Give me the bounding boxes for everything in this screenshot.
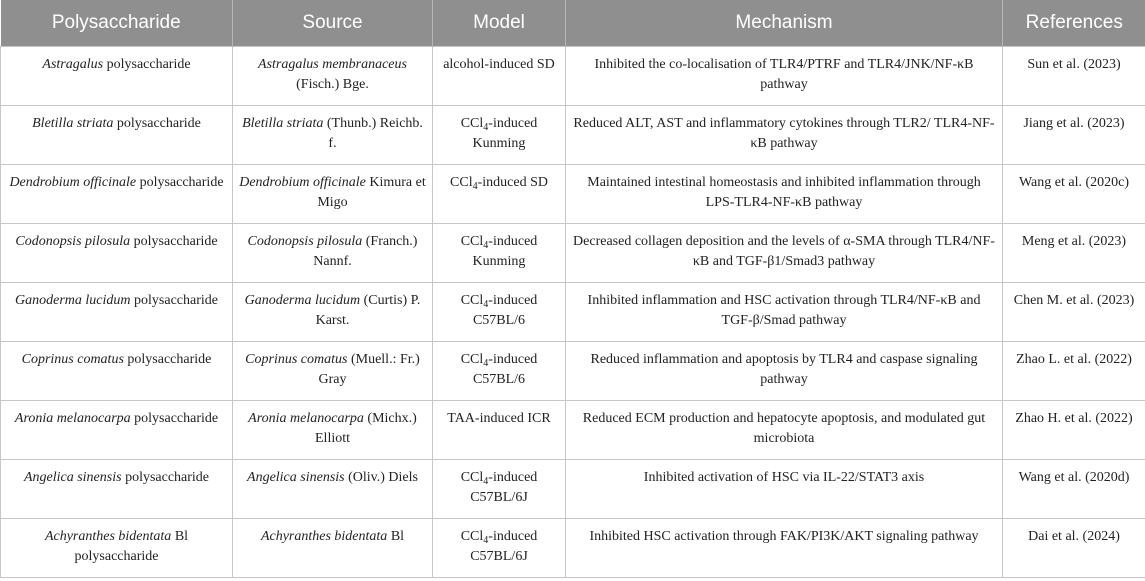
mechanism-text: Decreased collagen deposition and the levels of α-SMA through TLR4/NF-κB and TGF-β1/Smad3 pathway bbox=[573, 234, 995, 269]
model-subscript: 4 bbox=[483, 358, 489, 369]
polysaccharide-genus: Coprinus comatus bbox=[21, 352, 124, 367]
header-mechanism: Mechanism bbox=[566, 0, 1003, 47]
source-species: Astragalus membranaceus bbox=[258, 57, 407, 72]
model-subscript: 4 bbox=[472, 181, 478, 192]
cell-source bbox=[233, 224, 433, 283]
reference-text: Zhao L. et al. (2022) bbox=[1016, 352, 1132, 367]
polysaccharide-suffix: Bl polysaccharide bbox=[74, 529, 189, 564]
mechanism-text: Maintained intestinal homeostasis and inhibited inflammation through LPS-TLR4-NF-κB pathway bbox=[587, 175, 981, 210]
table-row bbox=[1, 165, 1145, 224]
cell-mechanism bbox=[566, 283, 1003, 342]
polysaccharide-suffix: polysaccharide bbox=[121, 470, 210, 485]
model-text-suffix: -induced C57BL/6 bbox=[472, 352, 538, 387]
polysaccharide-genus: Astragalus bbox=[42, 57, 104, 72]
cell-polysaccharide bbox=[1, 165, 233, 224]
cell-polysaccharide bbox=[1, 224, 233, 283]
cell-mechanism bbox=[566, 224, 1003, 283]
source-authority: Bl bbox=[387, 529, 405, 544]
polysaccharide-suffix: polysaccharide bbox=[103, 57, 191, 72]
cell-reference bbox=[1003, 283, 1145, 342]
reference-text: Chen M. et al. (2023) bbox=[1013, 293, 1135, 308]
polysaccharide-suffix: polysaccharide bbox=[123, 352, 212, 367]
cell-model bbox=[433, 106, 566, 165]
cell-polysaccharide bbox=[1, 460, 233, 519]
cell-reference bbox=[1003, 224, 1145, 283]
source-species: Bletilla striata bbox=[242, 116, 324, 131]
cell-reference bbox=[1003, 165, 1145, 224]
model-text: CCl bbox=[460, 234, 484, 249]
model-subscript: 4 bbox=[483, 122, 489, 133]
source-authority: (Muell.: Fr.) Gray bbox=[318, 352, 420, 387]
reference-text: Dai et al. (2024) bbox=[1028, 529, 1120, 544]
table-row bbox=[1, 224, 1145, 283]
reference-text: Sun et al. (2023) bbox=[1027, 57, 1121, 72]
model-subscript: 4 bbox=[483, 240, 489, 251]
model-subscript: 4 bbox=[483, 299, 489, 310]
polysaccharide-genus: Dendrobium officinale bbox=[9, 175, 137, 190]
model-text: CCl bbox=[460, 116, 484, 131]
source-authority: (Oliv.) Diels bbox=[344, 470, 418, 485]
cell-polysaccharide bbox=[1, 519, 233, 578]
source-authority: Kimura et Migo bbox=[317, 175, 426, 210]
mechanism-text: Inhibited inflammation and HSC activation through TLR4/NF-κB and TGF-β/Smad pathway bbox=[587, 293, 981, 328]
cell-reference bbox=[1003, 47, 1145, 106]
mechanism-text: Inhibited activation of HSC via IL-22/STAT3 axis bbox=[643, 470, 925, 485]
cell-mechanism bbox=[566, 401, 1003, 460]
cell-reference bbox=[1003, 401, 1145, 460]
cell-polysaccharide bbox=[1, 401, 233, 460]
polysaccharide-suffix: polysaccharide bbox=[113, 116, 201, 131]
source-species: Aronia melanocarpa bbox=[248, 411, 364, 426]
cell-polysaccharide bbox=[1, 47, 233, 106]
polysaccharide-genus: Ganoderma lucidum bbox=[15, 293, 131, 308]
model-text-suffix: -induced Kunming bbox=[472, 116, 538, 151]
cell-model bbox=[433, 283, 566, 342]
table-row bbox=[1, 106, 1145, 165]
mechanism-text: Inhibited HSC activation through FAK/PI3K/AKT signaling pathway bbox=[589, 529, 979, 544]
cell-reference bbox=[1003, 106, 1145, 165]
cell-polysaccharide bbox=[1, 283, 233, 342]
source-species: Achyranthes bidentata bbox=[260, 529, 388, 544]
reference-text: Wang et al. (2020c) bbox=[1018, 175, 1130, 190]
cell-reference bbox=[1003, 460, 1145, 519]
table-row bbox=[1, 283, 1145, 342]
polysaccharide-suffix: polysaccharide bbox=[130, 411, 219, 426]
source-species: Codonopsis pilosula bbox=[247, 234, 363, 249]
mechanism-text: Inhibited the co-localisation of TLR4/PTRF and TLR4/JNK/NF-κB pathway bbox=[594, 57, 974, 92]
cell-model bbox=[433, 460, 566, 519]
cell-mechanism bbox=[566, 47, 1003, 106]
cell-model bbox=[433, 342, 566, 401]
source-authority: (Thunb.) Reichb. f. bbox=[323, 116, 423, 151]
cell-model bbox=[433, 519, 566, 578]
source-authority: (Curtis) P. Karst. bbox=[315, 293, 421, 328]
polysaccharide-suffix: polysaccharide bbox=[130, 234, 218, 249]
source-authority: (Franch.) Nannf. bbox=[313, 234, 418, 269]
model-text-suffix: -induced C57BL/6 bbox=[472, 293, 538, 328]
reference-text: Wang et al. (2020d) bbox=[1018, 470, 1130, 485]
source-species: Angelica sinensis bbox=[247, 470, 345, 485]
cell-mechanism bbox=[566, 165, 1003, 224]
polysaccharide-genus: Codonopsis pilosula bbox=[15, 234, 131, 249]
cell-model bbox=[433, 47, 566, 106]
reference-text: Zhao H. et al. (2022) bbox=[1015, 411, 1133, 426]
cell-source bbox=[233, 165, 433, 224]
source-species: Coprinus comatus bbox=[245, 352, 348, 367]
cell-mechanism bbox=[566, 342, 1003, 401]
table-row bbox=[1, 460, 1145, 519]
cell-source bbox=[233, 519, 433, 578]
header-references: References bbox=[1003, 0, 1145, 47]
table-row bbox=[1, 47, 1145, 106]
header-polysaccharide: Polysaccharide bbox=[1, 0, 233, 47]
header-source: Source bbox=[233, 0, 433, 47]
cell-reference bbox=[1003, 342, 1145, 401]
polysaccharide-genus: Aronia melanocarpa bbox=[14, 411, 131, 426]
source-authority: (Fisch.) Bge. bbox=[296, 77, 369, 92]
cell-source bbox=[233, 342, 433, 401]
mechanism-text: Reduced ALT, AST and inflammatory cytokines through TLR2/ TLR4-NF-κB pathway bbox=[573, 116, 995, 151]
model-text-suffix: -induced SD bbox=[477, 175, 548, 190]
cell-source bbox=[233, 460, 433, 519]
model-text: CCl bbox=[460, 470, 484, 485]
table-row bbox=[1, 519, 1145, 578]
cell-source bbox=[233, 47, 433, 106]
cell-source bbox=[233, 401, 433, 460]
reference-text: Meng et al. (2023) bbox=[1021, 234, 1127, 249]
polysaccharide-genus: Bletilla striata bbox=[32, 116, 114, 131]
model-text: TAA-induced ICR bbox=[447, 411, 551, 426]
source-species: Dendrobium officinale bbox=[239, 175, 366, 190]
polysaccharide-suffix: polysaccharide bbox=[130, 293, 218, 308]
mechanism-text: Reduced inflammation and apoptosis by TLR4 and caspase signaling pathway bbox=[590, 352, 978, 387]
polysaccharide-genus: Angelica sinensis bbox=[23, 470, 122, 485]
model-subscript: 4 bbox=[483, 476, 489, 487]
cell-model bbox=[433, 224, 566, 283]
model-text-suffix: -induced C57BL/6J bbox=[470, 470, 538, 505]
model-text: CCl bbox=[450, 175, 473, 190]
cell-polysaccharide bbox=[1, 342, 233, 401]
cell-reference bbox=[1003, 519, 1145, 578]
table-row bbox=[1, 342, 1145, 401]
model-text-suffix: -induced C57BL/6J bbox=[470, 529, 538, 564]
cell-mechanism bbox=[566, 519, 1003, 578]
source-species: Ganoderma lucidum bbox=[244, 293, 361, 308]
model-subscript: 4 bbox=[483, 535, 489, 546]
model-text-suffix: -induced Kunming bbox=[472, 234, 538, 269]
source-authority: (Michx.) Elliott bbox=[315, 411, 417, 446]
cell-polysaccharide bbox=[1, 106, 233, 165]
model-text: CCl bbox=[460, 293, 484, 308]
cell-mechanism bbox=[566, 460, 1003, 519]
table-header-row bbox=[1, 0, 1145, 47]
model-text: alcohol-induced SD bbox=[443, 57, 555, 72]
table-row bbox=[1, 401, 1145, 460]
polysaccharide-genus: Achyranthes bidentata bbox=[44, 529, 172, 544]
model-text: CCl bbox=[460, 529, 484, 544]
header-model: Model bbox=[433, 0, 566, 47]
model-text: CCl bbox=[460, 352, 484, 367]
reference-text: Jiang et al. (2023) bbox=[1023, 116, 1125, 131]
cell-model bbox=[433, 401, 566, 460]
cell-source bbox=[233, 106, 433, 165]
cell-mechanism bbox=[566, 106, 1003, 165]
polysaccharide-suffix: polysaccharide bbox=[136, 175, 224, 190]
cell-source bbox=[233, 283, 433, 342]
mechanism-text: Reduced ECM production and hepatocyte apoptosis, and modulated gut microbiota bbox=[582, 411, 986, 446]
cell-model bbox=[433, 165, 566, 224]
